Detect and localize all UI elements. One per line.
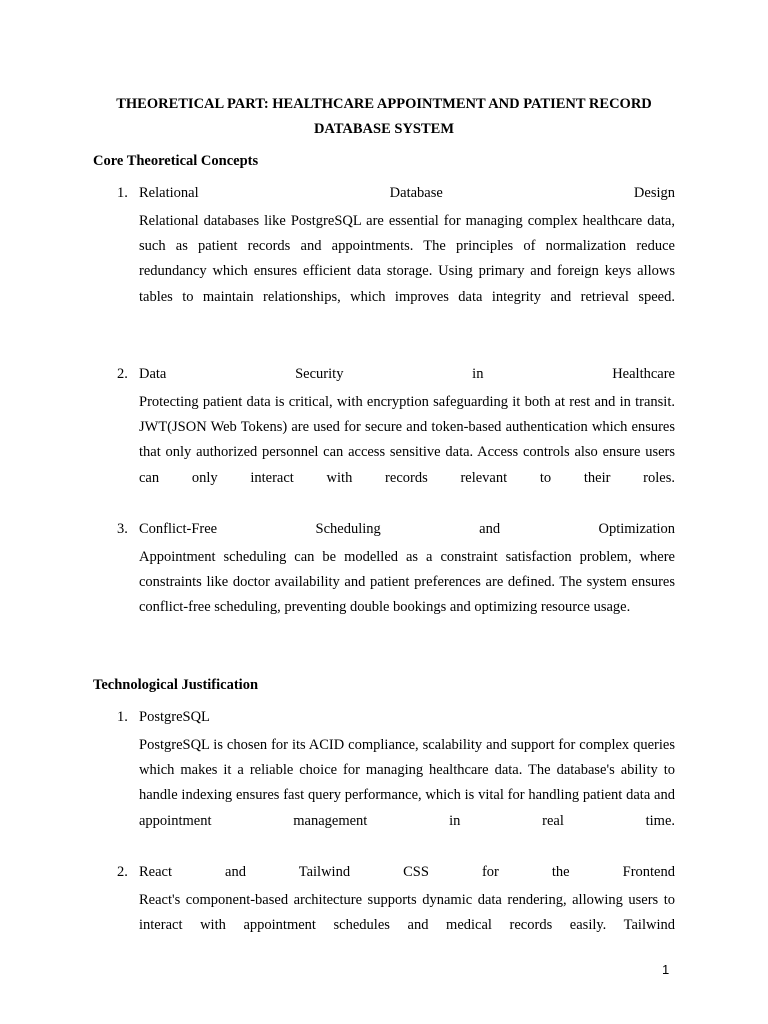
list-item-heading: Relational Database Design <box>139 185 675 201</box>
list-item-number: 3. <box>117 521 128 537</box>
section-heading-core-concepts: Core Theoretical Concepts <box>93 153 259 169</box>
list-item-body: Relational databases like PostgreSQL are essential for managing complex healthcare data, such as patient records and appointments. The principles of normalization reduce redundancy which ensures efficient data storage. Using primary and foreign keys allows tables to maintain relationships, which improves data integrity and retrieval speed. <box>139 213 675 305</box>
list-item <box>93 364 675 491</box>
list-item <box>93 707 675 834</box>
list-item-heading: Conflict-Free Scheduling and Optimization <box>139 521 675 537</box>
list-item-body: PostgreSQL is chosen for its ACID compliance, scalability and support for complex queries which makes it a reliable choice for managing healthcare data. The database's ability to handle indexing ensures fast query performance, which is vital for handling patient data and appointment management in real time. <box>139 737 675 829</box>
list-item <box>93 183 675 310</box>
list-item-body: React's component-based architecture supports dynamic data rendering, allowing users to interact with appointment schedules and medical records easily. Tailwind <box>139 892 675 934</box>
list-item-number: 2. <box>117 366 128 382</box>
list-item-body: Appointment scheduling can be modelled as a constraint satisfaction problem, where constraints like doctor availability and patient preferences are defined. The system ensures conflict-free scheduling, preventing double bookings and optimizing resource usage. <box>139 549 675 616</box>
list-item-number: 2. <box>117 864 128 880</box>
list-item <box>93 519 675 621</box>
list-item-number: 1. <box>117 185 128 201</box>
list-item-heading: PostgreSQL <box>139 709 210 725</box>
page-number: 1 <box>662 962 670 977</box>
section-heading-tech-justification: Technological Justification <box>93 677 259 693</box>
list-item <box>93 862 675 938</box>
page-title: THEORETICAL PART: HEALTHCARE APPOINTMENT AND PATIENT RECORD DATABASE SYSTEM <box>116 96 652 137</box>
list-item-heading: Data Security in Healthcare <box>139 366 675 382</box>
list-item-heading: React and Tailwind CSS for the Frontend <box>139 864 675 880</box>
list-item-body: Protecting patient data is critical, with encryption safeguarding it both at rest and in transit. JWT(JSON Web Tokens) are used for secure and token-based authentication which ensures that only authorized personnel can access sensitive data. Access controls also ensure users can only interact with records relevant to their roles. <box>139 394 675 486</box>
list-item-number: 1. <box>117 709 128 725</box>
